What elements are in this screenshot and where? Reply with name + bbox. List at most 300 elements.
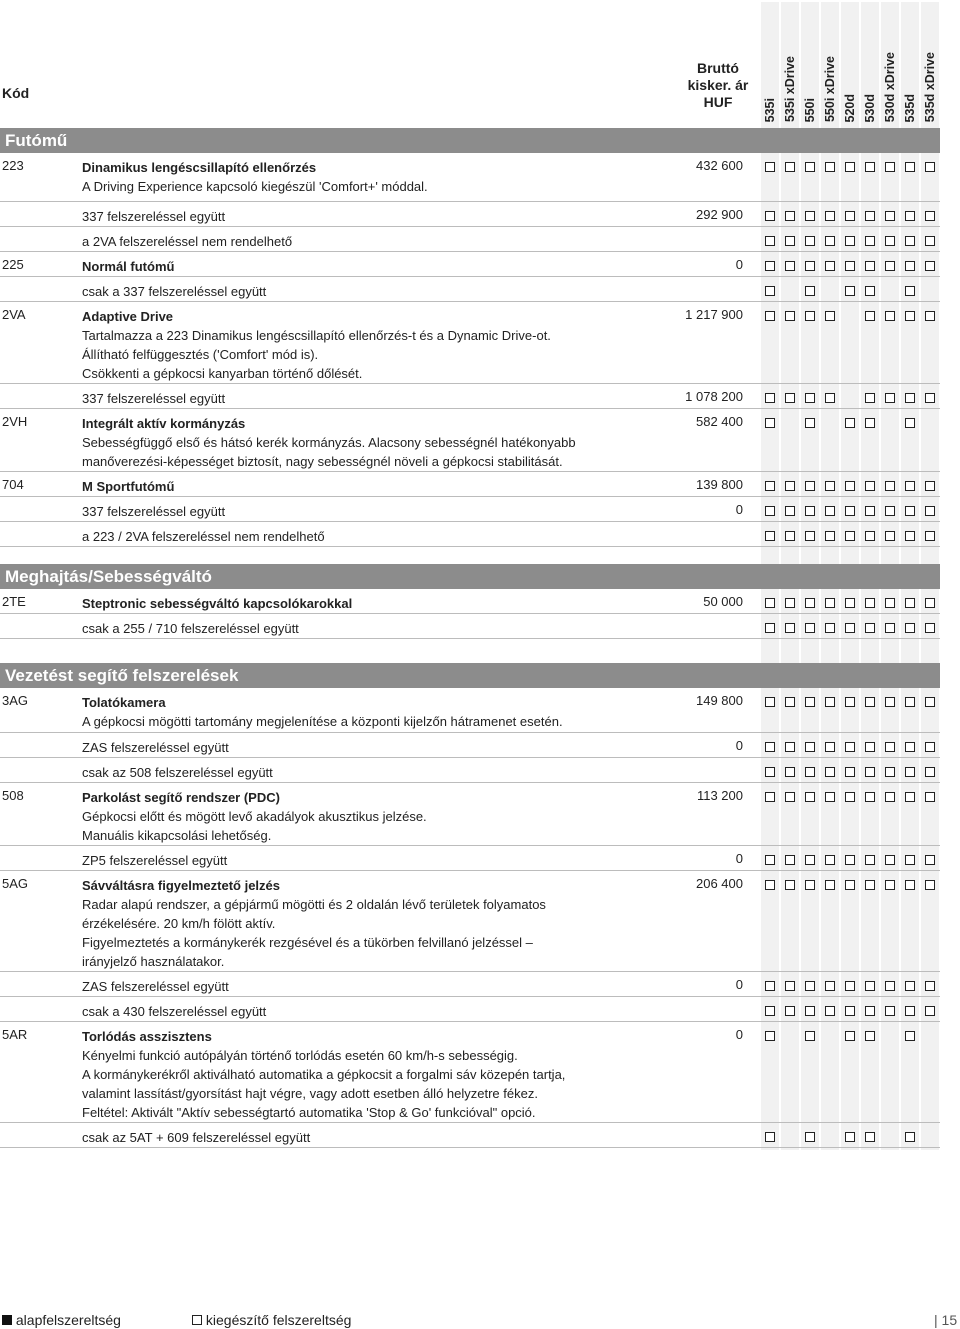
optional-box-icon (925, 261, 935, 271)
option-code: 704 (2, 477, 24, 492)
option-description (82, 232, 682, 251)
optional-box-icon (765, 598, 775, 608)
optional-box-icon (905, 855, 915, 865)
optional-box-icon (785, 506, 795, 516)
optional-box-icon (805, 1031, 815, 1041)
optional-box-icon (885, 623, 895, 633)
optional-box-icon (865, 1006, 875, 1016)
optional-box-icon (885, 211, 895, 221)
optional-box-icon (925, 598, 935, 608)
optional-box-icon (845, 792, 855, 802)
option-description (82, 594, 682, 613)
optional-box-icon (845, 236, 855, 246)
optional-box-icon (885, 261, 895, 271)
optional-box-icon (825, 531, 835, 541)
optional-box-icon (925, 531, 935, 541)
option-description (82, 502, 682, 521)
optional-box-icon (865, 880, 875, 890)
table-row (0, 409, 940, 472)
optional-box-icon (885, 311, 895, 321)
optional-box-icon (825, 981, 835, 991)
option-title: Normál futómű (82, 259, 175, 274)
optional-box-icon (865, 697, 875, 707)
table-row (0, 1123, 940, 1148)
optional-box-icon (865, 598, 875, 608)
optional-box-icon (825, 211, 835, 221)
section-header: Vezetést segítő felszerelések (0, 663, 940, 688)
optional-box-icon (765, 792, 775, 802)
option-text-line: a 223 / 2VA felszereléssel nem rendelhető (82, 529, 325, 544)
option-text-line: Radar alapú rendszer, a gépjármű mögötti és 2 oldalán lévő területek folyamatos (82, 897, 546, 912)
optional-box-icon (785, 697, 795, 707)
table-row (0, 783, 940, 846)
option-code: 2VA (2, 307, 26, 322)
optional-box-icon (785, 311, 795, 321)
model-header: 535i (763, 97, 777, 122)
optional-box-icon (805, 880, 815, 890)
section-header: Meghajtás/Sebességváltó (0, 564, 940, 589)
table-row (0, 758, 940, 783)
option-text-line: csak a 255 / 710 felszereléssel együtt (82, 621, 299, 636)
optional-box-icon (845, 623, 855, 633)
optional-box-icon (905, 767, 915, 777)
optional-box-icon (925, 393, 935, 403)
optional-box-icon (865, 855, 875, 865)
option-text-line: A gépkocsi mögötti tartomány megjelenítése a központi kijelzőn hátramenet esetén. (82, 714, 563, 729)
optional-box-icon (925, 880, 935, 890)
optional-box-icon (805, 623, 815, 633)
optional-box-icon (885, 393, 895, 403)
section-header: Futómű (0, 128, 940, 153)
optional-box-icon (845, 1006, 855, 1016)
option-text-line: 337 felszereléssel együtt (82, 504, 226, 519)
optional-box-icon (785, 855, 795, 865)
option-title: M Sportfutómű (82, 479, 175, 494)
optional-box-icon (925, 697, 935, 707)
optional-box-icon (785, 981, 795, 991)
option-title: Torlódás asszisztens (82, 1029, 212, 1044)
optional-box-icon (885, 506, 895, 516)
optional-box-icon (905, 697, 915, 707)
optional-box-icon (785, 742, 795, 752)
option-price: 0 (735, 257, 743, 272)
option-title: Parkolást segítő rendszer (PDC) (82, 790, 280, 805)
table-row (0, 733, 940, 758)
optional-box-icon (825, 623, 835, 633)
table-row (0, 614, 940, 639)
optional-box-icon (905, 162, 915, 172)
optional-box-icon (845, 981, 855, 991)
option-price: 139 800 (696, 477, 743, 492)
optional-box-icon (865, 506, 875, 516)
optional-box-icon (785, 162, 795, 172)
optional-box-icon (825, 261, 835, 271)
option-title: Tolatókamera (82, 695, 166, 710)
optional-box-icon (765, 311, 775, 321)
option-text-line: A kormánykerékről aktiválható automatika a gépkocsit a forgalmi sáv közepén tartja, (82, 1067, 566, 1082)
optional-box-icon (765, 211, 775, 221)
model-header: 520d (843, 93, 857, 122)
table-row (0, 384, 940, 409)
optional-box-icon (845, 261, 855, 271)
option-description (82, 477, 682, 496)
optional-box-icon (825, 855, 835, 865)
optional-box-icon (845, 286, 855, 296)
optional-box-icon (805, 393, 815, 403)
optional-box-icon (885, 236, 895, 246)
optional-box-icon (825, 697, 835, 707)
optional-box-icon (825, 481, 835, 491)
optional-box-icon (825, 1006, 835, 1016)
optional-box-icon (765, 418, 775, 428)
optional-box-icon (865, 211, 875, 221)
code-column-header: Kód (2, 85, 30, 101)
optional-box-icon (865, 393, 875, 403)
table-row (0, 497, 940, 522)
option-description (82, 851, 682, 870)
model-header: 535d xDrive (923, 51, 937, 122)
optional-box-icon (865, 767, 875, 777)
option-text-line: Kényelmi funkció autópályán történő torlódás esetén 60 km/h-s sebességig. (82, 1048, 518, 1063)
optional-box-icon (825, 162, 835, 172)
option-text-line: érzékelésére. 20 km/h fölött aktív. (82, 916, 276, 931)
optional-box-icon (905, 311, 915, 321)
option-text-line: a 2VA felszereléssel nem rendelhető (82, 234, 293, 249)
optional-box-icon (885, 792, 895, 802)
table-header (0, 0, 960, 128)
option-text-line: Gépkocsi előtt és mögött levő akadályok akusztikus jelzése. (82, 809, 427, 824)
optional-box-icon (905, 286, 915, 296)
option-description (82, 389, 682, 408)
optional-box-icon (785, 792, 795, 802)
optional-box-icon (885, 855, 895, 865)
optional-box-icon (885, 162, 895, 172)
optional-box-icon (845, 1031, 855, 1041)
table-row (0, 1022, 940, 1123)
page-number-value: 15 (941, 1312, 958, 1328)
option-price: 432 600 (696, 158, 743, 173)
optional-box-icon (825, 311, 835, 321)
option-title: Adaptive Drive (82, 309, 174, 324)
optional-box-icon (845, 418, 855, 428)
option-description (82, 977, 682, 996)
table-row (0, 277, 940, 302)
optional-box-icon (905, 623, 915, 633)
option-description (82, 763, 682, 782)
optional-box-icon (845, 531, 855, 541)
optional-box-icon (765, 236, 775, 246)
optional-box-icon (865, 418, 875, 428)
optional-box-icon (785, 767, 795, 777)
optional-box-icon (885, 531, 895, 541)
model-header: 535d (903, 93, 917, 122)
option-text-line: 337 felszereléssel együtt (82, 391, 226, 406)
option-description (82, 738, 682, 757)
option-code: 2TE (2, 594, 26, 609)
option-text-line: Sebességfüggő első és hátsó kerék kormányzás. Alacsony sebességnél hatékonyabb (82, 435, 576, 450)
option-description (82, 307, 682, 383)
optional-box-icon (765, 1132, 775, 1142)
table-row (0, 302, 940, 384)
optional-box-icon (805, 261, 815, 271)
optional-box-icon (885, 767, 895, 777)
optional-box-icon (905, 211, 915, 221)
optional-box-icon (805, 311, 815, 321)
price-header-line: kisker. ár (687, 77, 749, 93)
optional-box-icon (865, 162, 875, 172)
optional-box-icon (865, 286, 875, 296)
option-code: 225 (2, 257, 24, 272)
option-text-line: csak az 5AT + 609 felszereléssel együtt (82, 1130, 311, 1145)
optional-box-icon (765, 1006, 775, 1016)
option-price: 149 800 (696, 693, 743, 708)
optional-box-icon (765, 1031, 775, 1041)
option-text-line: ZP5 felszereléssel együtt (82, 853, 228, 868)
optional-box-icon (765, 261, 775, 271)
option-price: 1 078 200 (685, 389, 743, 404)
option-text-line: Feltétel: Aktivált "Aktív sebességtartó automatika 'Stop & Go' funkcióval" opció. (82, 1105, 536, 1120)
table-row (0, 153, 940, 202)
option-text-line: Állítható felfüggesztés ('Comfort' mód is). (82, 347, 319, 362)
table-row (0, 589, 940, 614)
option-description (82, 257, 682, 276)
option-description (82, 414, 682, 471)
optional-box-icon (845, 506, 855, 516)
optional-box-icon (825, 767, 835, 777)
option-price: 113 200 (696, 788, 743, 803)
optional-box-icon (825, 506, 835, 516)
optional-box-icon (785, 531, 795, 541)
option-description (82, 1002, 682, 1021)
option-description (82, 1027, 682, 1122)
table-row (0, 972, 940, 997)
optional-box-icon (905, 261, 915, 271)
option-price: 292 900 (696, 207, 743, 222)
optional-box-icon (905, 792, 915, 802)
empty-square-icon (192, 1315, 202, 1325)
option-title: Steptronic sebességváltó kapcsolókarokkal (82, 596, 353, 611)
model-header: 550i xDrive (823, 55, 837, 122)
option-title: Dinamikus lengéscsillapító ellenőrzés (82, 160, 317, 175)
table-row (0, 846, 940, 871)
optional-box-icon (805, 211, 815, 221)
optional-box-icon (805, 855, 815, 865)
optional-box-icon (845, 598, 855, 608)
optional-box-icon (785, 211, 795, 221)
option-title: Sávváltásra figyelmeztető jelzés (82, 878, 280, 893)
option-description (82, 788, 682, 845)
optional-box-icon (805, 742, 815, 752)
option-description (82, 1128, 682, 1147)
optional-box-icon (885, 981, 895, 991)
optional-box-icon (925, 792, 935, 802)
optional-box-icon (805, 418, 815, 428)
optional-box-icon (845, 880, 855, 890)
optional-box-icon (805, 1006, 815, 1016)
table-row (0, 997, 940, 1022)
optional-box-icon (885, 598, 895, 608)
optional-box-icon (845, 211, 855, 221)
optional-box-icon (905, 1006, 915, 1016)
optional-box-icon (905, 481, 915, 491)
price-header-line: Bruttó (697, 60, 739, 76)
option-price: 206 400 (696, 876, 743, 891)
optional-box-icon (805, 162, 815, 172)
option-text-line: ZAS felszereléssel együtt (82, 979, 229, 994)
optional-box-icon (885, 697, 895, 707)
table-row (0, 871, 940, 972)
price-header-line: HUF (703, 94, 733, 110)
optional-box-icon (785, 1006, 795, 1016)
optional-box-icon (905, 236, 915, 246)
table-row (0, 688, 940, 733)
option-text-line: Figyelmeztetés a kormánykerék rezgésével és a tükörben felvillanó jelzéssel – (82, 935, 533, 950)
option-price: 0 (735, 502, 743, 517)
option-text-line: csak a 337 felszereléssel együtt (82, 284, 267, 299)
optional-box-icon (785, 393, 795, 403)
optional-box-icon (925, 211, 935, 221)
option-price: 0 (735, 851, 743, 866)
optional-box-icon (805, 981, 815, 991)
option-text-line: Manuális kikapcsolási lehetőség. (82, 828, 272, 843)
optional-box-icon (925, 1006, 935, 1016)
option-text-line: valamint lassítást/gyorsítást hajt végre, vagy adott esetben álló helyzetre fékez. (82, 1086, 538, 1101)
option-description (82, 158, 682, 196)
optional-box-icon (905, 1132, 915, 1142)
optional-box-icon (845, 481, 855, 491)
filled-square-icon (2, 1315, 12, 1325)
optional-box-icon (765, 393, 775, 403)
legend-standard-label: alapfelszereltség (15, 1312, 121, 1328)
optional-box-icon (905, 742, 915, 752)
optional-box-icon (885, 880, 895, 890)
model-header: 535i xDrive (783, 55, 797, 122)
table-row (0, 227, 940, 252)
option-code: 508 (2, 788, 24, 803)
optional-box-icon (865, 981, 875, 991)
optional-box-icon (825, 742, 835, 752)
legend-standard (2, 1312, 121, 1328)
option-description (82, 207, 682, 226)
optional-box-icon (865, 261, 875, 271)
optional-box-icon (905, 598, 915, 608)
optional-box-icon (765, 623, 775, 633)
table-row (0, 522, 940, 547)
optional-box-icon (905, 880, 915, 890)
option-text-line: Tartalmazza a 223 Dinamikus lengéscsillapító ellenőrzés-t és a Dynamic Drive-ot. (82, 328, 551, 343)
optional-box-icon (765, 697, 775, 707)
option-price: 0 (735, 977, 743, 992)
model-header: 530d xDrive (883, 51, 897, 122)
optional-box-icon (765, 981, 775, 991)
page-number: | 15 (934, 1312, 958, 1328)
optional-box-icon (865, 623, 875, 633)
table-row (0, 202, 940, 227)
optional-box-icon (905, 506, 915, 516)
option-price: 50 000 (703, 594, 743, 609)
optional-box-icon (845, 767, 855, 777)
optional-box-icon (865, 236, 875, 246)
optional-box-icon (825, 880, 835, 890)
optional-box-icon (805, 792, 815, 802)
optional-box-icon (805, 506, 815, 516)
optional-box-icon (905, 393, 915, 403)
option-text-line: ZAS felszereléssel együtt (82, 740, 229, 755)
optional-box-icon (925, 236, 935, 246)
model-header: 550i (803, 97, 817, 122)
optional-box-icon (905, 531, 915, 541)
option-text-line: csak az 508 felszereléssel együtt (82, 765, 273, 780)
optional-box-icon (925, 311, 935, 321)
optional-box-icon (765, 286, 775, 296)
optional-box-icon (825, 393, 835, 403)
optional-box-icon (925, 981, 935, 991)
option-code: 223 (2, 158, 24, 173)
optional-box-icon (885, 742, 895, 752)
table-row (0, 252, 940, 277)
optional-box-icon (765, 742, 775, 752)
optional-box-icon (765, 506, 775, 516)
optional-box-icon (925, 855, 935, 865)
optional-box-icon (825, 236, 835, 246)
optional-box-icon (805, 1132, 815, 1142)
optional-box-icon (765, 855, 775, 865)
optional-box-icon (765, 880, 775, 890)
option-code: 3AG (2, 693, 29, 708)
option-description (82, 619, 682, 638)
optional-box-icon (925, 623, 935, 633)
optional-box-icon (865, 481, 875, 491)
optional-box-icon (805, 531, 815, 541)
optional-box-icon (845, 855, 855, 865)
optional-box-icon (845, 697, 855, 707)
optional-box-icon (765, 767, 775, 777)
optional-box-icon (925, 162, 935, 172)
table-row (0, 472, 940, 497)
option-text-line: csak a 430 felszereléssel együtt (82, 1004, 267, 1019)
optional-box-icon (825, 792, 835, 802)
optional-box-icon (765, 531, 775, 541)
optional-box-icon (905, 418, 915, 428)
option-title: Integrált aktív kormányzás (82, 416, 246, 431)
optional-box-icon (785, 623, 795, 633)
optional-box-icon (865, 742, 875, 752)
optional-box-icon (845, 1132, 855, 1142)
optional-box-icon (885, 1006, 895, 1016)
legend-optional-label: kiegészítő felszereltség (205, 1312, 352, 1328)
option-price: 0 (735, 1027, 743, 1042)
option-text-line: Csökkenti a gépkocsi kanyarban történő dőlését. (82, 366, 363, 381)
optional-box-icon (925, 767, 935, 777)
option-price: 1 217 900 (685, 307, 743, 322)
optional-box-icon (805, 236, 815, 246)
optional-box-icon (785, 481, 795, 491)
optional-box-icon (905, 1031, 915, 1041)
optional-box-icon (785, 598, 795, 608)
option-code: 5AG (2, 876, 29, 891)
optional-box-icon (805, 481, 815, 491)
optional-box-icon (805, 286, 815, 296)
optional-box-icon (765, 481, 775, 491)
optional-box-icon (865, 531, 875, 541)
optional-box-icon (865, 1031, 875, 1041)
optional-box-icon (885, 481, 895, 491)
option-code: 2VH (2, 414, 28, 429)
optional-box-icon (865, 311, 875, 321)
optional-box-icon (845, 162, 855, 172)
optional-box-icon (805, 767, 815, 777)
option-text-line: A Driving Experience kapcsoló kiegészül 'Comfort+' móddal. (82, 179, 428, 194)
